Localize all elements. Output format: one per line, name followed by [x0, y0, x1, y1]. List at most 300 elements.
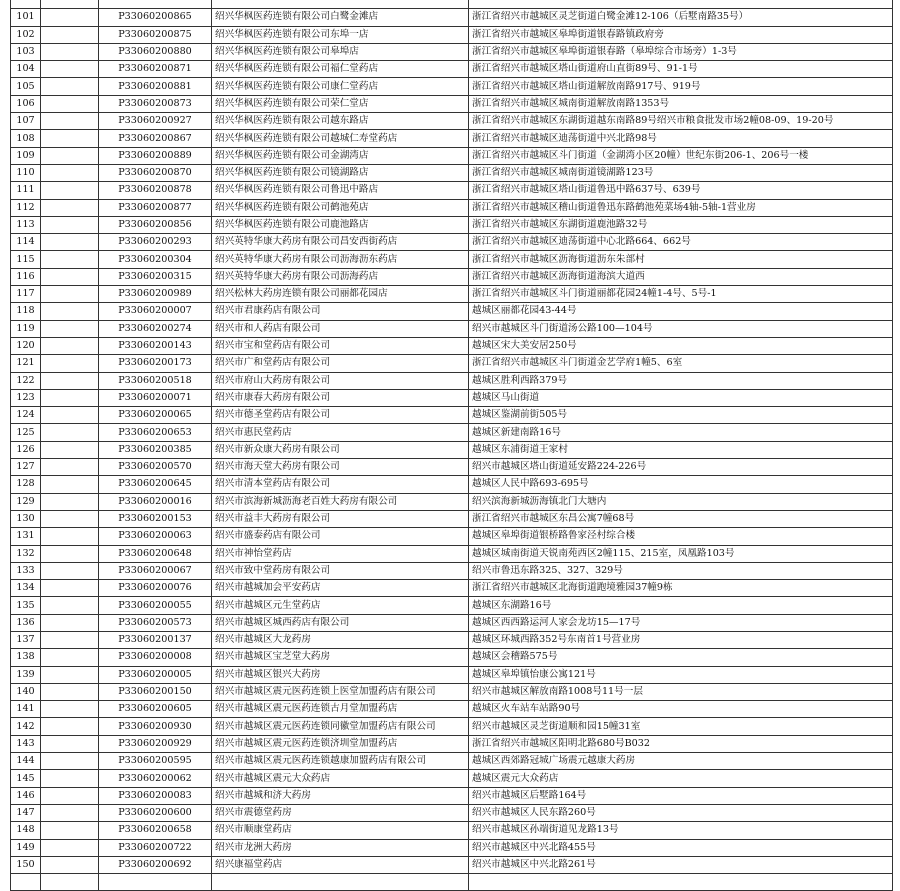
- pharmacy-name-cell: [212, 874, 469, 891]
- license-code-cell: P33060200008: [99, 649, 212, 666]
- address-cell: 绍兴市越城区后墅路164号: [469, 787, 893, 804]
- license-code-cell: P33060200385: [99, 441, 212, 458]
- license-code-cell: P33060200927: [99, 113, 212, 130]
- license-code-cell: P33060200153: [99, 510, 212, 527]
- blank-cell: [41, 234, 99, 251]
- license-code-cell: P33060200518: [99, 372, 212, 389]
- row-number-cell: 123: [11, 389, 41, 406]
- row-number-cell: 105: [11, 78, 41, 95]
- pharmacy-name-cell: 绍兴市惠民堂药店: [212, 424, 469, 441]
- table-row: [11, 61, 893, 78]
- blank-cell: [41, 597, 99, 614]
- row-number-cell: 135: [11, 597, 41, 614]
- table-row: [11, 251, 893, 268]
- address-cell: 越城区马山街道: [469, 389, 893, 406]
- license-code-cell: P33060200867: [99, 130, 212, 147]
- pharmacy-name-cell: 绍兴市致中堂药房有限公司: [212, 562, 469, 579]
- table-row: [11, 580, 893, 597]
- blank-cell: [41, 407, 99, 424]
- pharmacy-registry-table: [10, 0, 893, 891]
- pharmacy-name-cell: 绍兴华枫医药连锁有限公司荣仁堂店: [212, 95, 469, 112]
- row-number-cell: 150: [11, 856, 41, 873]
- address-cell: 越城区胜利西路379号: [469, 372, 893, 389]
- blank-cell: [41, 701, 99, 718]
- blank-cell: [41, 562, 99, 579]
- blank-cell: [41, 666, 99, 683]
- row-number-cell: 122: [11, 372, 41, 389]
- table-row: [11, 95, 893, 112]
- address-cell: 浙江省绍兴市越城区迪荡街道中心北路664、662号: [469, 234, 893, 251]
- row-number-cell: 109: [11, 147, 41, 164]
- blank-cell: [41, 649, 99, 666]
- blank-cell: [41, 303, 99, 320]
- row-number-cell: 138: [11, 649, 41, 666]
- row-number-cell: 117: [11, 286, 41, 303]
- row-number-cell: 104: [11, 61, 41, 78]
- pharmacy-name-cell: 绍兴华枫医药连锁有限公司白鹭金滩店: [212, 9, 469, 26]
- pharmacy-name-cell: 绍兴华枫医药连锁有限公司鹿池路店: [212, 216, 469, 233]
- row-number-cell: 124: [11, 407, 41, 424]
- table-row: [11, 320, 893, 337]
- blank-cell: [41, 61, 99, 78]
- address-cell: 绍兴市越城区中兴北路261号: [469, 856, 893, 873]
- row-number-cell: 147: [11, 804, 41, 821]
- row-number-cell: 125: [11, 424, 41, 441]
- pharmacy-name-cell: 绍兴市越城区银兴大药房: [212, 666, 469, 683]
- pharmacy-name-cell: 绍兴华枫医药连锁有限公司鲁迅中路店: [212, 182, 469, 199]
- row-number-cell: 114: [11, 234, 41, 251]
- blank-cell: [41, 355, 99, 372]
- blank-cell: [41, 476, 99, 493]
- pharmacy-name-cell: 绍兴市滨海新城沥海老百姓大药房有限公司: [212, 493, 469, 510]
- pharmacy-name-cell: 绍兴市越城区震元大众药店: [212, 770, 469, 787]
- pharmacy-name-cell: 绍兴市宝和堂药店有限公司: [212, 337, 469, 354]
- pharmacy-name-cell: 绍兴市越城区震元医药连锁古月堂加盟药店: [212, 701, 469, 718]
- blank-cell: [41, 424, 99, 441]
- table-row: [11, 199, 893, 216]
- license-code-cell: P33060200137: [99, 631, 212, 648]
- address-cell: 越城区会稽路575号: [469, 649, 893, 666]
- license-code-cell: P33060200143: [99, 337, 212, 354]
- table-row: [11, 631, 893, 648]
- pharmacy-name-cell: 绍兴市越城区震元医药连锁同徽堂加盟药店有限公司: [212, 718, 469, 735]
- address-cell: 绍兴市越城区中兴北路455号: [469, 839, 893, 856]
- table-row: [11, 493, 893, 510]
- address-cell: 绍兴滨海新城沥海镇北门大塘内: [469, 493, 893, 510]
- license-code-cell: P33060200083: [99, 787, 212, 804]
- pharmacy-name-cell: 绍兴华枫医药连锁有限公司金湖湾店: [212, 147, 469, 164]
- table-row: [11, 804, 893, 821]
- pharmacy-name-cell: 绍兴松林大药房连锁有限公司丽都花园店: [212, 286, 469, 303]
- address-cell: 越城区火车站车站路90号: [469, 701, 893, 718]
- address-cell: 越城区环城西路352号东南首1号营业房: [469, 631, 893, 648]
- blank-cell: [41, 199, 99, 216]
- row-number-cell: 116: [11, 268, 41, 285]
- address-cell: 绍兴市越城区塔山街道延安路224-226号: [469, 459, 893, 476]
- pharmacy-name-cell: 绍兴市德圣堂药店有限公司: [212, 407, 469, 424]
- address-cell: 浙江省绍兴市越城区塔山街道鲁迅中路637号、639号: [469, 182, 893, 199]
- address-cell: 浙江省绍兴市越城区皋埠街道银春路镇政府旁: [469, 26, 893, 43]
- blank-cell: [41, 631, 99, 648]
- address-cell: 越城区东浦街道王家村: [469, 441, 893, 458]
- address-cell: 绍兴市越城区孙端街道见龙路13号: [469, 822, 893, 839]
- table-row: [11, 856, 893, 873]
- row-number-cell: 118: [11, 303, 41, 320]
- row-number-cell: 111: [11, 182, 41, 199]
- row-number-cell: 134: [11, 580, 41, 597]
- table-row: [11, 459, 893, 476]
- row-number-cell: 101: [11, 9, 41, 26]
- pharmacy-name-cell: 绍兴市越城区城西药店有限公司: [212, 614, 469, 631]
- address-cell: [469, 0, 893, 9]
- pharmacy-name-cell: [212, 0, 469, 9]
- blank-cell: [41, 735, 99, 752]
- blank-cell: [41, 459, 99, 476]
- pharmacy-name-cell: 绍兴市君康药店有限公司: [212, 303, 469, 320]
- row-number-cell: 108: [11, 130, 41, 147]
- pharmacy-name-cell: 绍兴市府山大药房有限公司: [212, 372, 469, 389]
- blank-cell: [41, 770, 99, 787]
- blank-cell: [41, 113, 99, 130]
- license-code-cell: P33060200648: [99, 545, 212, 562]
- license-code-cell: P33060200930: [99, 718, 212, 735]
- row-number-cell: 107: [11, 113, 41, 130]
- blank-cell: [41, 95, 99, 112]
- address-cell: 绍兴市越城区灵芝街道顺和园15幢31室: [469, 718, 893, 735]
- table-row: [11, 510, 893, 527]
- pharmacy-name-cell: 绍兴市海天堂大药房有限公司: [212, 459, 469, 476]
- license-code-cell: P33060200871: [99, 61, 212, 78]
- license-code-cell: P33060200274: [99, 320, 212, 337]
- row-number-cell: 103: [11, 43, 41, 60]
- address-cell: 越城区城南街道天锐南苑西区2幢115、215室，凤凰路103号: [469, 545, 893, 562]
- license-code-cell: P33060200063: [99, 528, 212, 545]
- license-code-cell: P33060200645: [99, 476, 212, 493]
- registry-table-body: [11, 0, 893, 891]
- table-row: [11, 735, 893, 752]
- pharmacy-name-cell: 绍兴华枫医药连锁有限公司皋埠店: [212, 43, 469, 60]
- table-row: [11, 407, 893, 424]
- table-row: [11, 666, 893, 683]
- blank-cell: [41, 545, 99, 562]
- row-number-cell: [11, 874, 41, 891]
- table-row: [11, 389, 893, 406]
- table-row: [11, 113, 893, 130]
- blank-cell: [41, 839, 99, 856]
- blank-cell: [41, 683, 99, 700]
- blank-cell: [41, 856, 99, 873]
- pharmacy-name-cell: 绍兴市越城区大龙药房: [212, 631, 469, 648]
- blank-cell: [41, 753, 99, 770]
- table-row: [11, 286, 893, 303]
- license-code-cell: P33060200877: [99, 199, 212, 216]
- table-row: [11, 234, 893, 251]
- pharmacy-name-cell: 绍兴市越城区震元医药连锁济圳堂加盟药店: [212, 735, 469, 752]
- row-number-cell: 115: [11, 251, 41, 268]
- license-code-cell: [99, 0, 212, 9]
- license-code-cell: [99, 874, 212, 891]
- row-number-cell: 137: [11, 631, 41, 648]
- row-number-cell: 131: [11, 528, 41, 545]
- license-code-cell: P33060200929: [99, 735, 212, 752]
- table-row: [11, 26, 893, 43]
- pharmacy-name-cell: 绍兴华枫医药连锁有限公司福仁堂药店: [212, 61, 469, 78]
- row-number-cell: 121: [11, 355, 41, 372]
- pharmacy-name-cell: 绍兴英特华康大药房有限公司沥海药店: [212, 268, 469, 285]
- address-cell: 浙江省绍兴市越城区稽山街道鲁迅东路鹤池苑菜场4轴-5轴-1营业房: [469, 199, 893, 216]
- blank-cell: [41, 147, 99, 164]
- table-row: [11, 164, 893, 181]
- row-number-cell: 127: [11, 459, 41, 476]
- pharmacy-name-cell: 绍兴市越城区宝芝堂大药房: [212, 649, 469, 666]
- address-cell: 越城区震元大众药店: [469, 770, 893, 787]
- table-row: [11, 0, 893, 9]
- pharmacy-name-cell: 绍兴华枫医药连锁有限公司康仁堂药店: [212, 78, 469, 95]
- table-row: [11, 130, 893, 147]
- table-row: [11, 182, 893, 199]
- row-number-cell: 139: [11, 666, 41, 683]
- table-row: [11, 372, 893, 389]
- pharmacy-name-cell: 绍兴康福堂药店: [212, 856, 469, 873]
- row-number-cell: 142: [11, 718, 41, 735]
- blank-cell: [41, 441, 99, 458]
- table-row: [11, 874, 893, 891]
- row-number-cell: 130: [11, 510, 41, 527]
- pharmacy-name-cell: 绍兴市顺康堂药店: [212, 822, 469, 839]
- license-code-cell: P33060200653: [99, 424, 212, 441]
- row-number-cell: 136: [11, 614, 41, 631]
- address-cell: 浙江省绍兴市越城区斗门街道（金湖湾小区20幢）世纪东街206-1、206号一楼: [469, 147, 893, 164]
- license-code-cell: P33060200304: [99, 251, 212, 268]
- license-code-cell: P33060200600: [99, 804, 212, 821]
- table-row: [11, 476, 893, 493]
- address-cell: 浙江省绍兴市越城区迪荡街道中兴北路98号: [469, 130, 893, 147]
- address-cell: 浙江省绍兴市越城区东湖街道越东南路89号绍兴市粮食批发市场2幢08-09、19-20号: [469, 113, 893, 130]
- address-cell: 绍兴市鲁迅东路325、327、329号: [469, 562, 893, 579]
- blank-cell: [41, 580, 99, 597]
- license-code-cell: P33060200873: [99, 95, 212, 112]
- table-row: [11, 337, 893, 354]
- row-number-cell: 145: [11, 770, 41, 787]
- address-cell: 越城区皋埠镇怡康公寓121号: [469, 666, 893, 683]
- table-row: [11, 701, 893, 718]
- license-code-cell: P33060200878: [99, 182, 212, 199]
- license-code-cell: P33060200065: [99, 407, 212, 424]
- license-code-cell: P33060200007: [99, 303, 212, 320]
- row-number-cell: 120: [11, 337, 41, 354]
- license-code-cell: P33060200062: [99, 770, 212, 787]
- address-cell: 浙江省绍兴市越城区东湖街道鹿池路32号: [469, 216, 893, 233]
- address-cell: 浙江省绍兴市越城区沥海街道沥东朱部村: [469, 251, 893, 268]
- row-number-cell: 128: [11, 476, 41, 493]
- blank-cell: [41, 0, 99, 9]
- pharmacy-name-cell: 绍兴英特华康大药房有限公司沥海沥东药店: [212, 251, 469, 268]
- license-code-cell: P33060200870: [99, 164, 212, 181]
- pharmacy-name-cell: 绍兴市盛泰药店有限公司: [212, 528, 469, 545]
- license-code-cell: P33060200658: [99, 822, 212, 839]
- blank-cell: [41, 804, 99, 821]
- table-row: [11, 147, 893, 164]
- pharmacy-name-cell: 绍兴市越城和济大药房: [212, 787, 469, 804]
- table-row: [11, 753, 893, 770]
- row-number-cell: 129: [11, 493, 41, 510]
- pharmacy-name-cell: 绍兴市越城区元生堂药店: [212, 597, 469, 614]
- pharmacy-name-cell: 绍兴市越城加会平安药店: [212, 580, 469, 597]
- row-number-cell: 102: [11, 26, 41, 43]
- table-row: [11, 614, 893, 631]
- license-code-cell: P33060200293: [99, 234, 212, 251]
- pharmacy-name-cell: 绍兴英特华康大药房有限公司昌安西街药店: [212, 234, 469, 251]
- blank-cell: [41, 320, 99, 337]
- row-number-cell: 113: [11, 216, 41, 233]
- address-cell: 浙江省绍兴市越城区城南街道镜湖路123号: [469, 164, 893, 181]
- table-row: [11, 545, 893, 562]
- address-cell: 浙江省绍兴市越城区斗门街道丽都花园24幢1-4号、5号-1: [469, 286, 893, 303]
- blank-cell: [41, 510, 99, 527]
- address-cell: 越城区丽都花园43-44号: [469, 303, 893, 320]
- blank-cell: [41, 528, 99, 545]
- table-row: [11, 770, 893, 787]
- license-code-cell: P33060200722: [99, 839, 212, 856]
- table-row: [11, 787, 893, 804]
- row-number-cell: 148: [11, 822, 41, 839]
- address-cell: 绍兴市越城区人民东路260号: [469, 804, 893, 821]
- blank-cell: [41, 718, 99, 735]
- table-row: [11, 822, 893, 839]
- license-code-cell: P33060200889: [99, 147, 212, 164]
- row-number-cell: 119: [11, 320, 41, 337]
- blank-cell: [41, 874, 99, 891]
- pharmacy-name-cell: 绍兴市越城区震元医药连锁上医堂加盟药店有限公司: [212, 683, 469, 700]
- blank-cell: [41, 26, 99, 43]
- pharmacy-name-cell: 绍兴市康春大药房有限公司: [212, 389, 469, 406]
- blank-cell: [41, 251, 99, 268]
- license-code-cell: P33060200071: [99, 389, 212, 406]
- license-code-cell: P33060200865: [99, 9, 212, 26]
- pharmacy-name-cell: 绍兴市和人药店有限公司: [212, 320, 469, 337]
- license-code-cell: P33060200692: [99, 856, 212, 873]
- pharmacy-name-cell: 绍兴华枫医药连锁有限公司越城仁寿堂药店: [212, 130, 469, 147]
- address-cell: 浙江省绍兴市越城区塔山街道解放南路917号、919号: [469, 78, 893, 95]
- table-row: [11, 839, 893, 856]
- table-row: [11, 441, 893, 458]
- blank-cell: [41, 130, 99, 147]
- pharmacy-name-cell: 绍兴市越城区震元医药连锁越康加盟药店有限公司: [212, 753, 469, 770]
- license-code-cell: P33060200875: [99, 26, 212, 43]
- license-code-cell: P33060200595: [99, 753, 212, 770]
- address-cell: 越城区皋埠街道银桥路鲁家泾村综合楼: [469, 528, 893, 545]
- address-cell: 越城区鉴湖前街505号: [469, 407, 893, 424]
- address-cell: 浙江省绍兴市越城区斗门街道金艺学府1幢5、6室: [469, 355, 893, 372]
- blank-cell: [41, 822, 99, 839]
- blank-cell: [41, 268, 99, 285]
- license-code-cell: P33060200880: [99, 43, 212, 60]
- license-code-cell: P33060200605: [99, 701, 212, 718]
- pharmacy-name-cell: 绍兴华枫医药连锁有限公司越东路店: [212, 113, 469, 130]
- license-code-cell: P33060200016: [99, 493, 212, 510]
- blank-cell: [41, 614, 99, 631]
- address-cell: [469, 874, 893, 891]
- table-row: [11, 718, 893, 735]
- pharmacy-name-cell: 绍兴市广和堂药店有限公司: [212, 355, 469, 372]
- address-cell: 越城区西西路运河人家会龙坊15—17号: [469, 614, 893, 631]
- row-number-cell: 126: [11, 441, 41, 458]
- license-code-cell: P33060200055: [99, 597, 212, 614]
- blank-cell: [41, 337, 99, 354]
- row-number-cell: 141: [11, 701, 41, 718]
- table-row: [11, 562, 893, 579]
- pharmacy-name-cell: 绍兴市新众康大药房有限公司: [212, 441, 469, 458]
- blank-cell: [41, 787, 99, 804]
- license-code-cell: P33060200570: [99, 459, 212, 476]
- row-number-cell: 146: [11, 787, 41, 804]
- address-cell: 越城区东湖路16号: [469, 597, 893, 614]
- pharmacy-name-cell: 绍兴市震德堂药房: [212, 804, 469, 821]
- pharmacy-name-cell: 绍兴华枫医药连锁有限公司东埠一店: [212, 26, 469, 43]
- license-code-cell: P33060200315: [99, 268, 212, 285]
- blank-cell: [41, 164, 99, 181]
- table-row: [11, 268, 893, 285]
- pharmacy-name-cell: 绍兴市益丰大药房有限公司: [212, 510, 469, 527]
- pharmacy-name-cell: 绍兴市神怡堂药店: [212, 545, 469, 562]
- license-code-cell: P33060200005: [99, 666, 212, 683]
- table-row: [11, 216, 893, 233]
- table-row: [11, 355, 893, 372]
- table-row: [11, 43, 893, 60]
- row-number-cell: 144: [11, 753, 41, 770]
- table-row: [11, 683, 893, 700]
- license-code-cell: P33060200150: [99, 683, 212, 700]
- blank-cell: [41, 182, 99, 199]
- license-code-cell: P33060200856: [99, 216, 212, 233]
- table-row: [11, 78, 893, 95]
- address-cell: 浙江省绍兴市越城区皋埠街道银春路（皋埠综合市场旁）1-3号: [469, 43, 893, 60]
- table-row: [11, 9, 893, 26]
- address-cell: 越城区宋大美安居250号: [469, 337, 893, 354]
- blank-cell: [41, 9, 99, 26]
- blank-cell: [41, 493, 99, 510]
- row-number-cell: 112: [11, 199, 41, 216]
- address-cell: 绍兴市越城区斗门街道汤公路100—104号: [469, 320, 893, 337]
- license-code-cell: P33060200573: [99, 614, 212, 631]
- address-cell: 浙江省绍兴市越城区北海街道跑境雅园37幢9栋: [469, 580, 893, 597]
- license-code-cell: P33060200076: [99, 580, 212, 597]
- address-cell: 浙江省绍兴市越城区城南街道解放南路1353号: [469, 95, 893, 112]
- pharmacy-name-cell: 绍兴市龙洲大药房: [212, 839, 469, 856]
- address-cell: 绍兴市越城区解放南路1008号11号一层: [469, 683, 893, 700]
- address-cell: 越城区人民中路693-695号: [469, 476, 893, 493]
- blank-cell: [41, 78, 99, 95]
- blank-cell: [41, 372, 99, 389]
- license-code-cell: P33060200989: [99, 286, 212, 303]
- table-row: [11, 424, 893, 441]
- address-cell: 越城区西郊路冠城广场震元越康大药房: [469, 753, 893, 770]
- blank-cell: [41, 43, 99, 60]
- row-number-cell: 106: [11, 95, 41, 112]
- table-row: [11, 597, 893, 614]
- address-cell: 浙江省绍兴市越城区阳明北路680号B032: [469, 735, 893, 752]
- blank-cell: [41, 389, 99, 406]
- pharmacy-name-cell: 绍兴华枫医药连锁有限公司鹤池苑店: [212, 199, 469, 216]
- row-number-cell: 140: [11, 683, 41, 700]
- blank-cell: [41, 216, 99, 233]
- row-number-cell: [11, 0, 41, 9]
- address-cell: 浙江省绍兴市越城区沥海街道海滨大道西: [469, 268, 893, 285]
- table-row: [11, 649, 893, 666]
- pharmacy-name-cell: 绍兴市清本堂药店有限公司: [212, 476, 469, 493]
- row-number-cell: 133: [11, 562, 41, 579]
- row-number-cell: 110: [11, 164, 41, 181]
